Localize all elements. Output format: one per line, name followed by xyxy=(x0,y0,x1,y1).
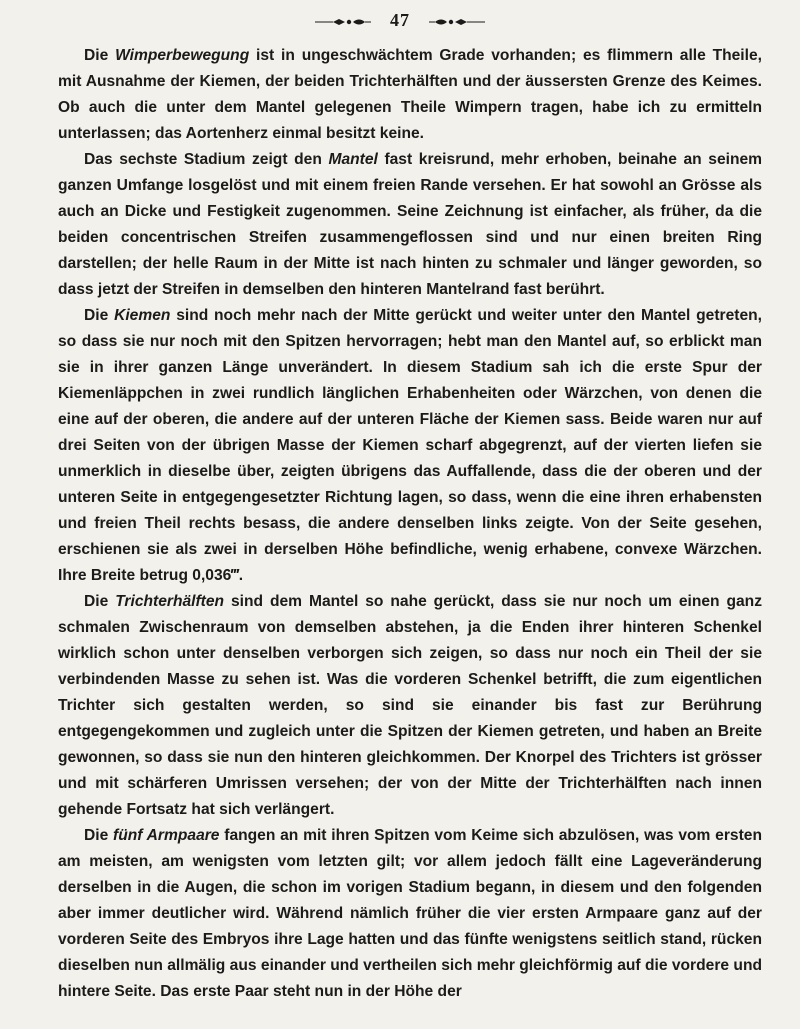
left-ornament-icon xyxy=(315,17,371,27)
body-text xyxy=(58,43,762,1005)
italic-term: Kiemen xyxy=(114,307,171,324)
page-header xyxy=(0,10,800,31)
paragraph-armpaare: Die fünf Armpaare fangen an mit ihren Spitzen vom Keime sich abzulösen, was vom ersten am meisten, am wenigsten vom letzten gilt; vor allem jedoch fällt eine Lageveränderung derselben in die Augen, die schon im vorigen Stadium begann, in diesem und den folgenden aber immer deutlicher wird. Während nämlich früher die vier ersten Armpaare ganz auf der vorderen Seite des Embryos ihre Lage hatten und das fünfte wenigstens seitlich stand, rücken dieselben nun allmälig aus einander und vertheilen sich mehr gleichförmig auf die vordere und hintere Seite. Das erste Paar steht nun in der Höhe der xyxy=(58,827,762,1000)
paragraph-trichterhaelften: Die Trichterhälften sind dem Mantel so nahe gerückt, dass sie nur noch um einen ganz schmalen Zwischenraum von demselben abstehen, ja die Enden ihrer hinteren Schenkel wirklich schon unter denselben verborgen sich zeigen, so dass nur noch ein Theil der sie verbindenden Masse zu sehen ist. Was die vorderen Schenkel betrifft, die zum eigentlichen Trichter sich gestalten werden, so sind sie einander bis fast zur Berührung entgegengekommen und zugleich unter die Spitzen der Kiemen getreten, und haben an Breite gewonnen, so dass sie nun den hinteren gleichkommen. Der Knorpel des Trichters ist grösser und mit schärferen Umrissen versehen; der von der Mitte der Trichterhälften nach innen gehende Fortsatz hat sich verlängert. xyxy=(58,593,762,818)
paragraph-kiemen: Die Kiemen sind noch mehr nach der Mitte gerückt und weiter unter den Mantel getreten, so dass sie nur noch mit den Spitzen hervorragen; hebt man den Mantel auf, so erblickt man sie in ihrer ganzen Länge unverändert. In diesem Stadium sah ich die erste Spur der Kiemenläppchen in zwei rundlich länglichen Erhabenheiten oder Wärzchen, von denen die eine auf der oberen, die andere auf der unteren Fläche der Kiemen sass. Beide waren nur auf drei Seiten von der übrigen Masse der Kiemen scharf abgegrenzt, auf der vierten liefen sie unmerklich in dieselbe über, zeigten übrigens das Auffallende, dass die der oberen und der unteren Seite in entgegengesetzter Richtung lagen, so dass, wenn die eine ihren erhabensten und freien Theil rechts besass, die andere denselben links zeigte. Von der Seite gesehen, erschienen sie als zwei in derselben Höhe befindliche, wenig erhabene, convexe Wärzchen. Ihre Breite betrug 0,036‴. xyxy=(58,307,762,584)
italic-term: Trichterhälften xyxy=(115,593,225,610)
italic-term: fünf Armpaare xyxy=(113,827,220,844)
page-number: 47 xyxy=(390,10,410,30)
italic-term: Wimperbewegung xyxy=(115,47,250,64)
paragraph-wimperbewegung: Die Wimperbewegung ist in ungeschwächtem Grade vorhanden; es flimmern alle Theile, mit Ausnahme der Kiemen, der beiden Trichterhälften und der äussersten Grenze des Keimes. Ob auch die unter dem Mantel gelegenen Theile Wimpern tragen, habe ich zu ermitteln unterlassen; das Aortenherz einmal besitzt keine. xyxy=(58,47,762,142)
right-ornament-icon xyxy=(429,17,485,27)
paragraph-mantel: Das sechste Stadium zeigt den Mantel fast kreisrund, mehr erhoben, beinahe an seinem ganzen Umfange losgelöst und mit einem freien Rande versehen. Er hat sowohl an Grösse als auch an Dicke und Festigkeit zugenommen. Seine Zeichnung ist einfacher, als früher, da die beiden concentrischen Streifen zusammengeflossen sind und nur einen breiten Ring darstellen; der helle Raum in der Mitte ist nach hinten zu schmaler und länger geworden, so dass jetzt der Streifen in demselben den hinteren Mantelrand fast berührt. xyxy=(58,151,763,298)
italic-term: Mantel xyxy=(328,151,378,168)
